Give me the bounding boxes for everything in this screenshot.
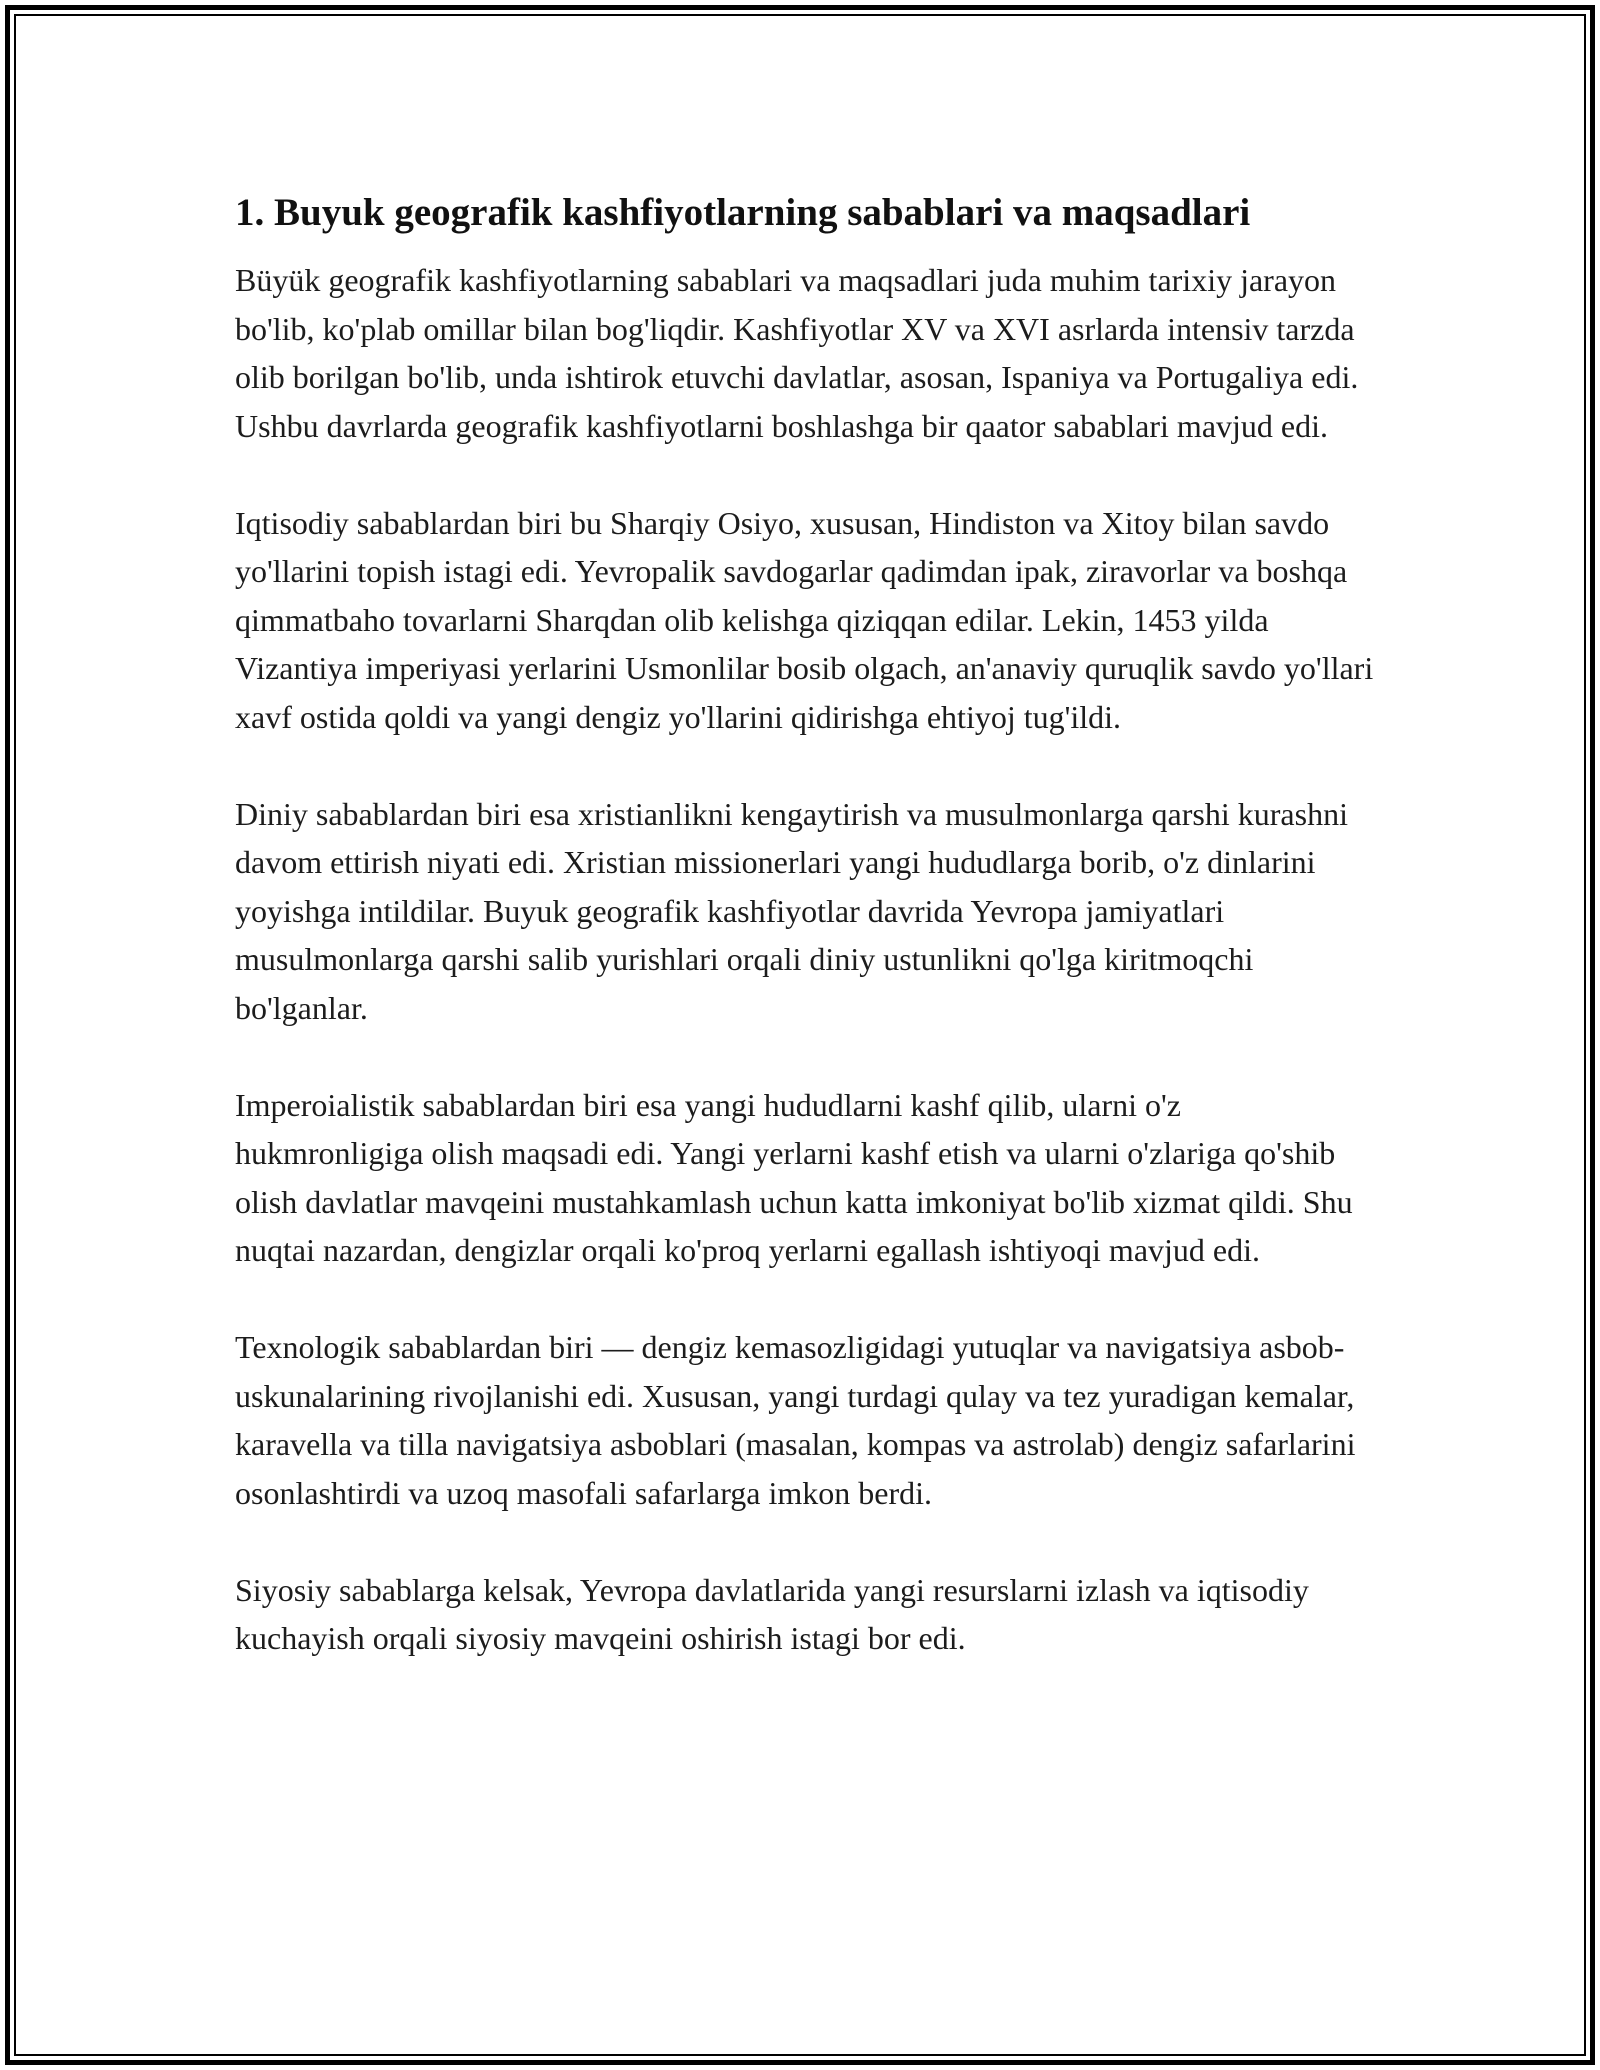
paragraph-technological: Texnologik sabablardan biri — dengiz kemasozligidagi yutuqlar va navigatsiya asbob-uskunalarining rivojlanishi edi. Xususan, yangi turdagi qulay va tez yuradigan kemalar, karavella va tilla navigatsiya asboblari (masalan, kompas va astrolab) dengiz safarlarini osonlashtirdi va uzoq masofali safarlarga imkon berdi. xyxy=(235,1329,1356,1511)
document-body xyxy=(235,188,1375,1663)
paragraph-intro: Büyük geografik kashfiyotlarning sabablari va maqsadlari juda muhim tarixiy jarayon bo'lib, ko'plab omillar bilan bog'liqdir. Kashfiyotlar XV va XVI asrlarda intensiv tarzda olib borilgan bo'lib, unda ishtirok etuvchi davlatlar, asosan, Ispaniya va Portugaliya edi. Ushbu davrlarda geografik kashfiyotlarni boshlashga bir qaator sabablari mavjud edi. xyxy=(235,262,1359,444)
paragraph-religious: Diniy sabablardan biri esa xristianlikni kengaytirish va musulmonlarga qarshi kurashni davom ettirish niyati edi. Xristian missionerlari yangi hududlarga borib, o'z dinlarini yoyishga intildilar. Buyuk geografik kashfiyotlar davrida Yevropa jamiyatlari musulmonlarga qarshi salib yurishlari orqali diniy ustunlikni qo'lga kiritmoqchi bo'lganlar. xyxy=(235,795,1348,1026)
section-title: 1. Buyuk geografik kashfiyotlarning sabablari va maqsadlari xyxy=(235,191,1251,234)
paragraph-imperialist: Imperoialistik sabablardan biri esa yangi hududlarni kashf qilib, ularni o'z hukmronligiga olish maqsadi edi. Yangi yerlarni kashf etish va ularni o'zlariga qo'shib olish davlatlar mavqeini mustahkamlash uchun katta imkoniyat bo'lib xizmat qildi. Shu nuqtai nazardan, dengizlar orqali ko'proq yerlarni egallash ishtiyoqi mavjud edi. xyxy=(235,1086,1353,1268)
paragraph-political: Siyosiy sabablarga kelsak, Yevropa davlatlarida yangi resurslarni izlash va iqtisodiy kuchayish orqali siyosiy mavqeini oshirish istagi bor edi. xyxy=(235,1571,1309,1656)
paragraph-economic: Iqtisodiy sabablardan biri bu Sharqiy Osiyo, xususan, Hindiston va Xitoy bilan savdo yo'llarini topish istagi edi. Yevropalik savdogarlar qadimdan ipak, ziravorlar va boshqa qimmatbaho tovarlarni Sharqdan olib kelishga qiziqqan edilar. Lekin, 1453 yilda Vizantiya imperiyasi yerlarini Usmonlilar bosib olgach, an'anaviy quruqlik savdo yo'llari xavf ostida qoldi va yangi dengiz yo'llarini qidirishga ehtiyoj tug'ildi. xyxy=(235,504,1374,735)
